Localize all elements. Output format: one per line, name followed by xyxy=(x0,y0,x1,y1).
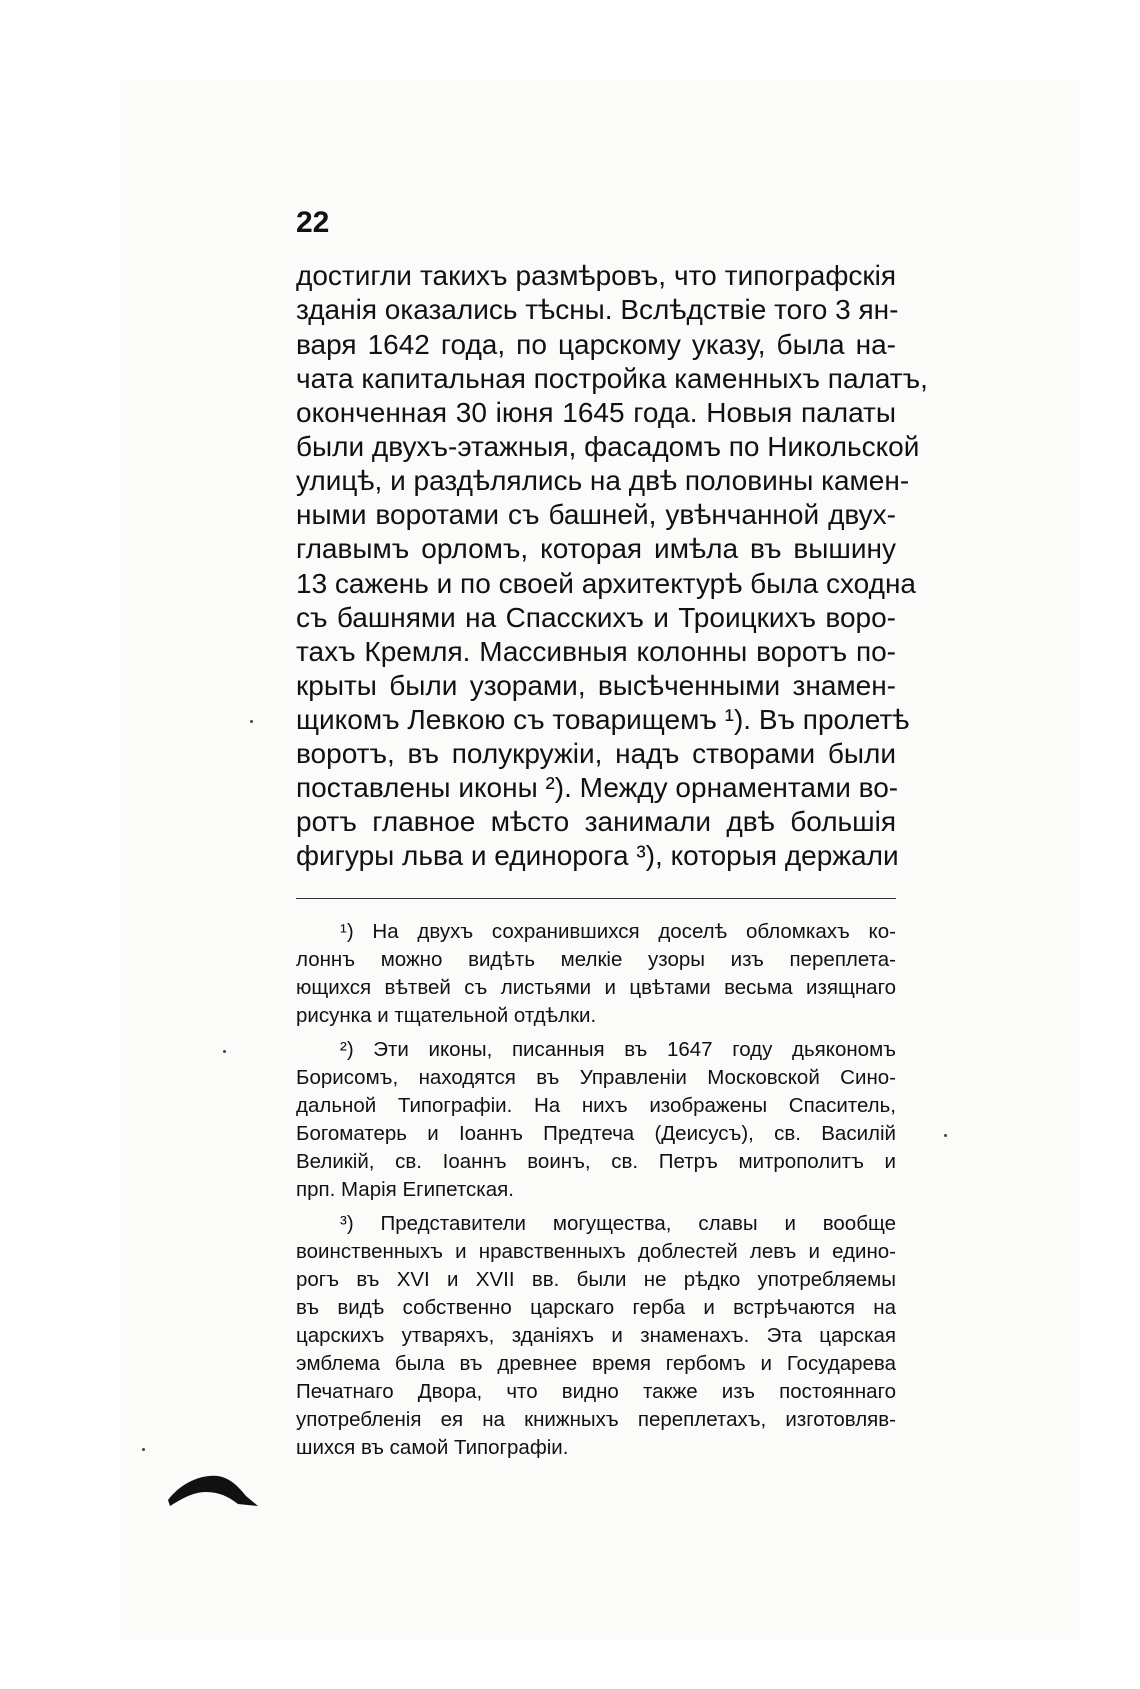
footnote-3-line: воинственныхъ и нравственныхъ доблестей левъ и едино- xyxy=(296,1240,896,1263)
body-line: 13 сажень и по своей архитектурѣ была сходна xyxy=(296,568,917,599)
footnote-2-line: ²) Эти иконы, писанныя въ 1647 году дьякономъ xyxy=(340,1038,896,1061)
footnote-3-line: царскихъ утваряхъ, зданіяхъ и знаменахъ. Эта царская xyxy=(296,1324,896,1347)
body-line: чата капитальная постройка каменныхъ палатъ, xyxy=(296,363,928,394)
page-number: 22 xyxy=(296,206,330,239)
body-line: ротъ главное мѣсто занимали двѣ большія xyxy=(296,806,896,837)
footnote-2-line: Великій, св. Іоаннъ воинъ, св. Петръ митрополитъ и xyxy=(296,1150,896,1173)
body-line: достигли такихъ размѣровъ, что типографскія xyxy=(296,260,896,291)
footnote-3-line: Печатнаго Двора, что видно также изъ постояннаго xyxy=(296,1380,896,1403)
footnote-3-line: эмблема была въ древнее время гербомъ и Государева xyxy=(296,1352,896,1375)
footnote-1-line: ющихся вѣтвей съ листьями и цвѣтами весьма изящнаго xyxy=(296,976,896,999)
body-line: крыты были узорами, высѣченными знамен- xyxy=(296,670,896,701)
footnote-2-line: дальной Типографіи. На нихъ изображены Спаситель, xyxy=(296,1094,896,1117)
body-line: главымъ орломъ, которая имѣла въ вышину xyxy=(296,533,896,564)
footnote-3-line: ³) Представители могущества, славы и вообще xyxy=(340,1212,896,1235)
body-line: были двухъ-этажныя, фасадомъ по Никольской xyxy=(296,431,920,462)
footnote-1-line: лоннъ можно видѣть мелкіе узоры изъ переплета- xyxy=(296,948,896,971)
ink-blot-mark xyxy=(166,1466,262,1510)
footnote-2-line: Богоматерь и Іоаннъ Предтеча (Деисусъ), св. Василій xyxy=(296,1122,896,1145)
body-line: варя 1642 года, по царскому указу, была на- xyxy=(296,329,896,360)
footnote-3-line: рогъ въ XVI и XVII вв. были не рѣдко употребляемы xyxy=(296,1268,896,1291)
body-line: зданія оказались тѣсны. Вслѣдствіе того 3 ян- xyxy=(296,294,899,325)
body-line: оконченная 30 іюня 1645 года. Новыя палаты xyxy=(296,397,896,428)
body-line: щикомъ Левкою съ товарищемъ ¹). Въ пролетѣ xyxy=(296,704,910,735)
footnote-2-line: прп. Марія Египетская. xyxy=(296,1178,514,1201)
body-line: съ башнями на Спасскихъ и Троицкихъ воро- xyxy=(296,602,896,633)
footnote-separator xyxy=(296,898,896,899)
body-line: ными воротами съ башней, увѣнчанной двух- xyxy=(296,499,896,530)
scan-speck xyxy=(944,1134,947,1137)
scan-speck xyxy=(250,720,253,723)
body-line: фигуры льва и единорога ³), которыя держали xyxy=(296,840,899,871)
footnote-2-line: Борисомъ, находятся въ Управленіи Московской Сино- xyxy=(296,1066,896,1089)
body-line: воротъ, въ полукружіи, надъ створами были xyxy=(296,738,896,769)
scan-speck xyxy=(223,1050,226,1053)
footnote-1-line: рисунка и тщательной отдѣлки. xyxy=(296,1004,597,1027)
footnote-3-line: въ видѣ собственно царскаго герба и встрѣчаются на xyxy=(296,1296,896,1319)
footnote-3-line: употребленія ея на книжныхъ переплетахъ, изготовляв- xyxy=(296,1408,896,1431)
scan-speck xyxy=(142,1448,145,1451)
footnote-1-line: ¹) На двухъ сохранившихся доселѣ обломкахъ ко- xyxy=(340,920,896,943)
footnote-3-line: шихся въ самой Типографіи. xyxy=(296,1436,569,1459)
body-line: тахъ Кремля. Массивныя колонны воротъ по- xyxy=(296,636,896,667)
body-line: улицѣ, и раздѣлялись на двѣ половины камен- xyxy=(296,465,910,496)
body-line: поставлены иконы ²). Между орнаментами во- xyxy=(296,772,899,803)
